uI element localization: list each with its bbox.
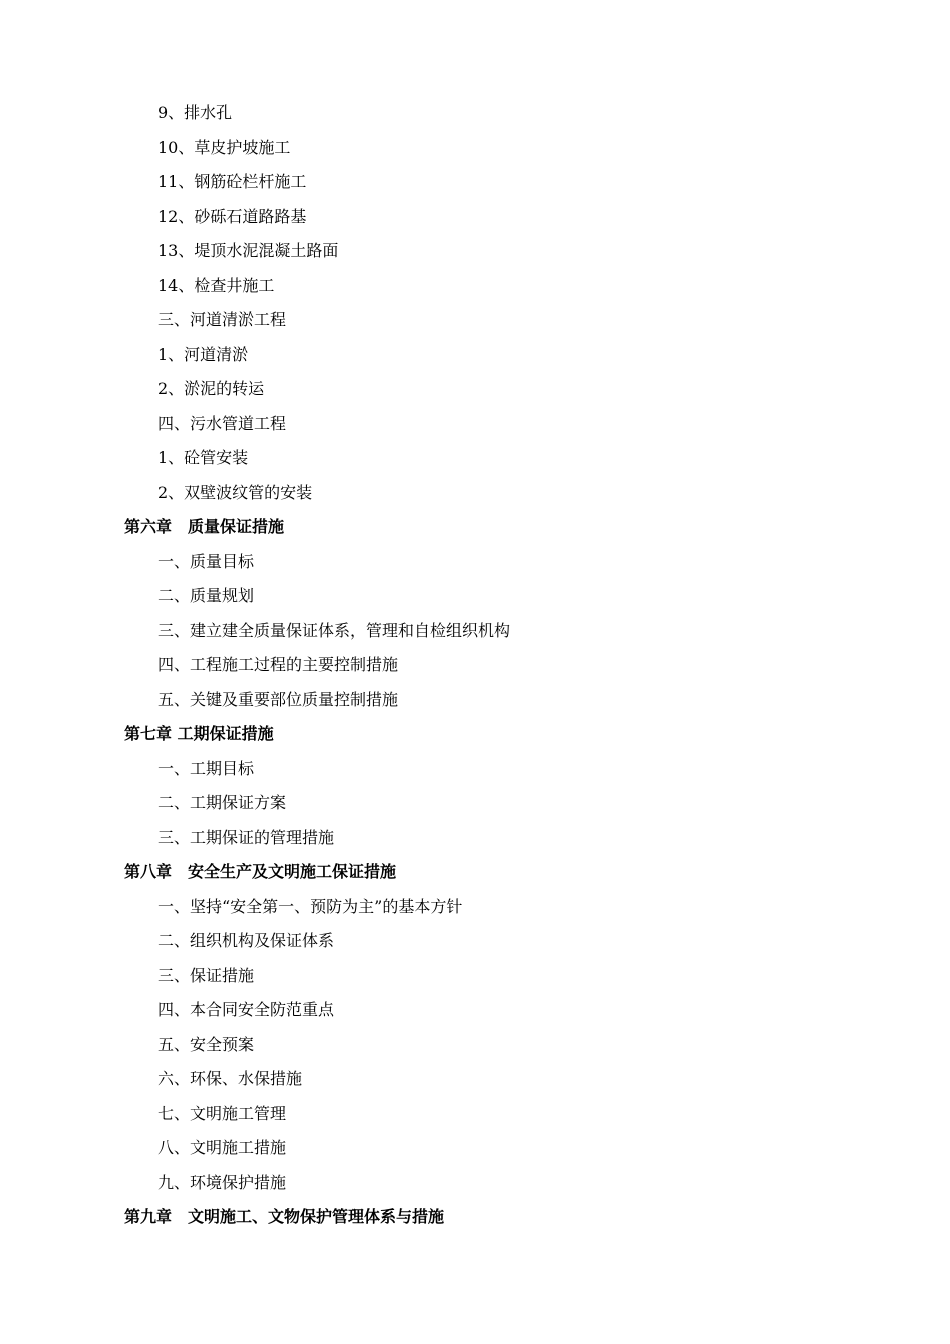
toc-chapter-heading: 第六章 质量保证措施 — [124, 517, 285, 536]
toc-entry: 四、工程施工过程的主要控制措施 — [158, 655, 399, 674]
toc-chapter-heading: 第九章 文明施工、文物保护管理体系与措施 — [124, 1207, 445, 1226]
toc-entry: 五、关键及重要部位质量控制措施 — [158, 689, 399, 709]
toc-entry: 三、工期保证的管理措施 — [158, 827, 335, 847]
toc-entry: 2、淤泥的转运 — [158, 379, 265, 398]
toc-entry: 四、污水管道工程 — [158, 413, 287, 433]
toc-entry: 一、质量目标 — [158, 551, 255, 571]
toc-entry: 五、安全预案 — [158, 1034, 255, 1054]
toc-entry: 一、坚持“安全第一、预防为主”的基本方针 — [158, 896, 463, 916]
toc-entry: 二、质量规划 — [158, 586, 255, 605]
toc-entry: 2、双壁波纹管的安装 — [158, 482, 313, 502]
toc-entry: 九、环境保护措施 — [158, 1172, 287, 1192]
toc-entry: 三、保证措施 — [158, 965, 255, 985]
toc-chapter-heading: 第八章 安全生产及文明施工保证措施 — [124, 862, 397, 881]
table-of-contents — [0, 96, 950, 1235]
toc-chapter-heading: 第七章 工期保证措施 — [124, 724, 274, 743]
toc-entry: 三、建立建全质量保证体系，管理和自检组织机构 — [158, 620, 511, 640]
toc-entry: 四、本合同安全防范重点 — [158, 1000, 335, 1019]
toc-entry: 八、文明施工措施 — [158, 1138, 287, 1157]
toc-entry: 10、草皮护坡施工 — [158, 137, 291, 157]
toc-entry: 1、砼管安装 — [158, 448, 249, 467]
toc-entry: 12、砂砾石道路路基 — [158, 206, 307, 226]
toc-entry: 七、文明施工管理 — [158, 1103, 287, 1123]
toc-entry: 1、河道清淤 — [158, 344, 249, 364]
toc-entry: 14、检查井施工 — [158, 275, 275, 295]
toc-entry: 13、堤顶水泥混凝土路面 — [158, 241, 339, 260]
toc-entry: 二、组织机构及保证体系 — [158, 931, 335, 950]
toc-entry: 11、钢筋砼栏杆施工 — [158, 172, 307, 191]
toc-entry: 9、排水孔 — [158, 103, 233, 122]
toc-entry: 一、工期目标 — [158, 758, 255, 778]
toc-entry: 六、环保、水保措施 — [158, 1069, 303, 1088]
toc-entry: 三、河道清淤工程 — [158, 310, 287, 329]
toc-entry: 二、工期保证方案 — [158, 793, 287, 812]
